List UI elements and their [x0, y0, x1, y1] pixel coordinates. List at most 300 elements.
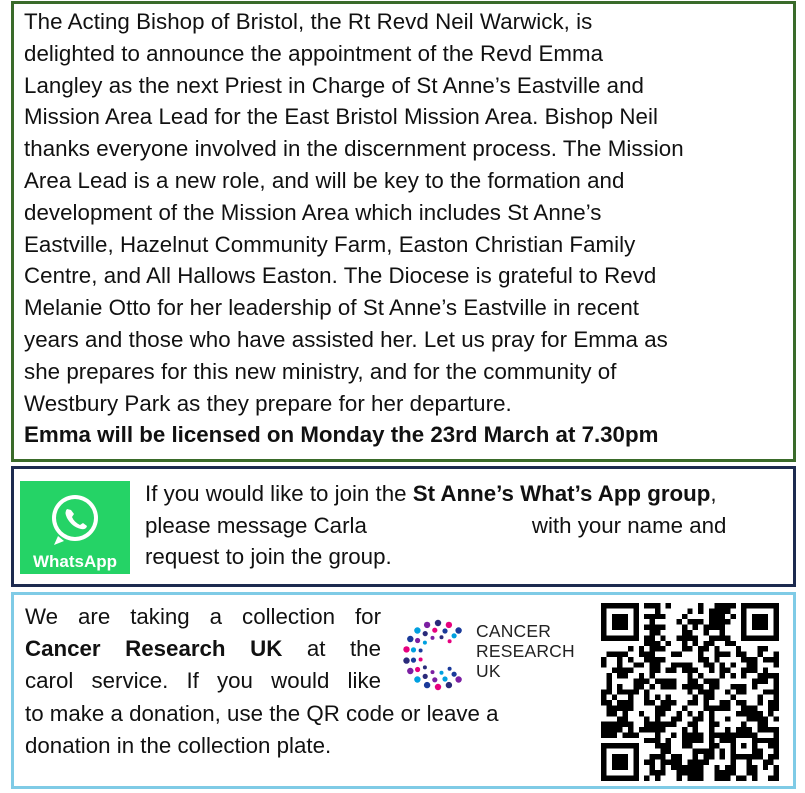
qr-module	[693, 695, 698, 700]
qr-module	[693, 684, 698, 689]
qr-module	[725, 689, 730, 694]
qr-module	[736, 711, 741, 716]
qr-module	[736, 700, 741, 705]
qr-module	[650, 727, 655, 732]
qr-module	[671, 652, 676, 657]
qr-module	[677, 776, 682, 781]
qr-module	[606, 732, 611, 737]
qr-module	[752, 684, 757, 689]
qr-module	[677, 635, 682, 640]
qr-module	[650, 641, 655, 646]
whatsapp-line-1-punct: ,	[710, 481, 717, 506]
qr-module	[633, 689, 638, 694]
qr-module	[752, 711, 757, 716]
announcement-text	[24, 6, 785, 419]
whatsapp-line-2b: with your name and	[531, 512, 727, 538]
qr-module	[660, 614, 665, 619]
qr-module	[774, 689, 779, 694]
qr-module	[660, 770, 665, 775]
logo-dot	[448, 639, 452, 643]
qr-module	[628, 689, 633, 694]
logo-dot	[440, 635, 444, 639]
qr-module	[687, 765, 692, 770]
logo-word-3: UK	[476, 661, 501, 681]
logo-dot	[455, 676, 461, 682]
qr-module	[623, 711, 628, 716]
qr-module	[666, 700, 671, 705]
qr-module	[763, 679, 768, 684]
qr-module	[628, 732, 633, 737]
qr-module	[660, 646, 665, 651]
qr-module	[757, 722, 762, 727]
collection-line-2-post: at the	[306, 636, 381, 662]
qr-module	[752, 668, 757, 673]
qr-module	[644, 625, 649, 630]
qr-module	[709, 754, 714, 759]
qr-module	[628, 668, 633, 673]
qr-module	[703, 679, 708, 684]
qr-module	[677, 765, 682, 770]
qr-module	[768, 759, 773, 764]
qr-module	[774, 770, 779, 775]
qr-module	[725, 716, 730, 721]
qr-module	[714, 776, 719, 781]
qr-module	[703, 700, 708, 705]
logo-dot	[452, 633, 457, 638]
qr-module	[677, 619, 682, 624]
qr-module	[650, 684, 655, 689]
qr-module	[644, 759, 649, 764]
announcement-line: development of the Mission Area which includes St Anne’s	[24, 199, 602, 225]
qr-module	[752, 662, 757, 667]
qr-module	[730, 759, 735, 764]
qr-module	[628, 700, 633, 705]
qr-module	[741, 652, 746, 657]
qr-module	[720, 630, 725, 635]
collection-box	[11, 592, 796, 789]
qr-module	[698, 776, 703, 781]
qr-module	[720, 732, 725, 737]
qr-module	[703, 625, 708, 630]
qr-module	[655, 743, 660, 748]
qr-module	[655, 722, 660, 727]
qr-module	[677, 652, 682, 657]
qr-module	[747, 765, 752, 770]
qr-module	[725, 700, 730, 705]
qr-module	[714, 743, 719, 748]
whatsapp-line-1	[145, 478, 795, 510]
qr-module	[774, 700, 779, 705]
qr-module	[709, 689, 714, 694]
qr-module	[687, 635, 692, 640]
qr-module	[763, 727, 768, 732]
qr-module	[677, 754, 682, 759]
qr-module	[628, 646, 633, 651]
qr-module	[698, 646, 703, 651]
qr-module	[709, 722, 714, 727]
qr-module	[666, 603, 671, 608]
qr-module	[693, 749, 698, 754]
qr-module	[623, 652, 628, 657]
qr-module	[655, 727, 660, 732]
qr-module	[730, 765, 735, 770]
qr-module	[677, 770, 682, 775]
qr-module	[666, 641, 671, 646]
qr-module	[693, 668, 698, 673]
qr-module	[687, 630, 692, 635]
qr-module	[730, 673, 735, 678]
qr-module	[612, 695, 617, 700]
collection-line-5: donation in the collection plate.	[25, 732, 332, 758]
qr-module	[650, 668, 655, 673]
qr-module	[741, 727, 746, 732]
announcement-line: Area Lead is a new role, and will be key to the formation and	[24, 167, 625, 193]
qr-module	[655, 695, 660, 700]
qr-module	[725, 770, 730, 775]
qr-module	[606, 722, 611, 727]
qr-module	[682, 625, 687, 630]
qr-module	[752, 614, 768, 630]
qr-module	[612, 705, 617, 710]
qr-module	[644, 657, 649, 662]
qr-module	[736, 727, 741, 732]
qr-module	[698, 732, 703, 737]
qr-module	[747, 759, 752, 764]
qr-module	[687, 684, 692, 689]
logo-dot	[431, 670, 435, 674]
qr-module	[725, 619, 730, 624]
whatsapp-logo-label: WhatsApp	[32, 552, 118, 571]
qr-module	[693, 679, 698, 684]
qr-module	[612, 652, 617, 657]
qr-module	[703, 749, 708, 754]
qr-module	[655, 641, 660, 646]
qr-module	[730, 603, 735, 608]
qr-module	[698, 759, 703, 764]
qr-module	[682, 684, 687, 689]
qr-module	[617, 705, 622, 710]
qr-module	[644, 635, 649, 640]
logo-dot	[431, 636, 435, 640]
qr-module	[623, 668, 628, 673]
qr-module	[606, 679, 611, 684]
qr-module	[720, 776, 725, 781]
qr-module	[644, 641, 649, 646]
qr-module	[655, 614, 660, 619]
qr-module	[720, 608, 725, 613]
qr-module	[709, 668, 714, 673]
logo-dot	[423, 641, 427, 645]
collection-line-2	[25, 633, 381, 665]
qr-module	[660, 759, 665, 764]
qr-module	[709, 716, 714, 721]
logo-dot	[423, 665, 427, 669]
qr-module	[714, 614, 719, 619]
qr-module	[612, 727, 617, 732]
qr-module	[650, 625, 655, 630]
qr-module	[703, 754, 708, 759]
qr-module	[720, 603, 725, 608]
qr-module	[774, 679, 779, 684]
qr-module	[763, 722, 768, 727]
qr-module	[720, 700, 725, 705]
qr-module	[693, 759, 698, 764]
qr-module	[709, 695, 714, 700]
qr-module	[730, 614, 735, 619]
qr-module	[720, 635, 725, 640]
qr-module	[747, 705, 752, 710]
logo-dot	[448, 667, 452, 671]
qr-module	[666, 743, 671, 748]
qr-module	[774, 765, 779, 770]
logo-dot	[424, 622, 430, 628]
qr-module	[671, 716, 676, 721]
qr-module	[682, 743, 687, 748]
qr-module	[660, 743, 665, 748]
qr-module	[655, 668, 660, 673]
qr-module	[655, 776, 660, 781]
qr-module	[682, 614, 687, 619]
qr-module	[768, 705, 773, 710]
qr-module	[650, 619, 655, 624]
qr-module	[682, 668, 687, 673]
qr-code-icon[interactable]	[599, 603, 781, 781]
qr-module	[757, 679, 762, 684]
qr-module	[730, 695, 735, 700]
qr-module	[714, 635, 719, 640]
announcement-line: The Acting Bishop of Bristol, the Rt Revd Neil Warwick, is	[24, 9, 593, 34]
qr-module	[682, 630, 687, 635]
qr-module	[617, 722, 622, 727]
whatsapp-box	[11, 466, 796, 587]
qr-module	[757, 749, 762, 754]
qr-module	[693, 727, 698, 732]
qr-module	[682, 732, 687, 737]
qr-module	[666, 679, 671, 684]
whatsapp-line-2	[145, 510, 795, 542]
qr-module	[752, 657, 757, 662]
logo-dot	[403, 657, 409, 663]
qr-module	[639, 673, 644, 678]
whatsapp-text	[145, 478, 795, 573]
qr-module	[693, 732, 698, 737]
cancer-research-wordmark	[476, 621, 575, 681]
qr-module	[703, 646, 708, 651]
qr-module	[774, 749, 779, 754]
qr-module	[725, 765, 730, 770]
logo-dot	[432, 628, 437, 633]
qr-module	[623, 689, 628, 694]
qr-module	[617, 673, 622, 678]
qr-module	[601, 722, 606, 727]
qr-module	[763, 668, 768, 673]
qr-module	[703, 641, 708, 646]
qr-module	[709, 738, 714, 743]
qr-module	[693, 619, 698, 624]
qr-module	[720, 754, 725, 759]
logo-dot	[419, 658, 423, 662]
qr-module	[757, 711, 762, 716]
qr-module	[650, 662, 655, 667]
qr-module	[671, 700, 676, 705]
qr-module	[666, 759, 671, 764]
qr-module	[757, 695, 762, 700]
qr-module	[725, 727, 730, 732]
qr-module	[698, 765, 703, 770]
qr-module	[768, 727, 773, 732]
qr-module	[763, 716, 768, 721]
qr-module	[660, 727, 665, 732]
logo-dot	[403, 646, 409, 652]
qr-module	[741, 668, 746, 673]
qr-module	[736, 689, 741, 694]
qr-module	[714, 646, 719, 651]
qr-module	[736, 646, 741, 651]
qr-module	[736, 684, 741, 689]
whatsapp-icon	[20, 481, 130, 574]
qr-module	[752, 776, 757, 781]
qr-module	[774, 652, 779, 657]
qr-module	[693, 641, 698, 646]
qr-module	[714, 619, 719, 624]
qr-module	[693, 722, 698, 727]
qr-module	[774, 743, 779, 748]
qr-module	[671, 722, 676, 727]
qr-module	[725, 732, 730, 737]
announcement-line: Centre, and All Hallows Easton. The Diocese is grateful to Revd	[24, 263, 657, 289]
qr-module	[655, 770, 660, 775]
qr-module	[650, 646, 655, 651]
qr-module	[720, 625, 725, 630]
qr-module	[720, 652, 725, 657]
qr-module	[768, 776, 773, 781]
qr-module	[730, 662, 735, 667]
qr-module	[644, 727, 649, 732]
whatsapp-line-3: request to join the group.	[145, 544, 392, 569]
qr-module	[730, 641, 735, 646]
qr-module	[660, 765, 665, 770]
qr-module	[650, 738, 655, 743]
qr-module	[650, 765, 655, 770]
qr-module	[612, 711, 617, 716]
qr-module	[650, 770, 655, 775]
qr-module	[650, 722, 655, 727]
qr-module	[655, 646, 660, 651]
qr-module	[617, 652, 622, 657]
qr-module	[682, 765, 687, 770]
qr-module	[633, 679, 638, 684]
qr-module	[660, 684, 665, 689]
qr-module	[698, 673, 703, 678]
qr-module	[703, 705, 708, 710]
qr-module	[768, 754, 773, 759]
logo-dot	[423, 631, 428, 636]
qr-module	[687, 711, 692, 716]
qr-module	[693, 700, 698, 705]
qr-module	[720, 619, 725, 624]
qr-module	[655, 711, 660, 716]
qr-module	[757, 738, 762, 743]
qr-module	[747, 662, 752, 667]
qr-module	[698, 770, 703, 775]
qr-module	[666, 749, 671, 754]
qr-module	[757, 700, 762, 705]
qr-module	[774, 727, 779, 732]
qr-module	[693, 738, 698, 743]
qr-module	[741, 722, 746, 727]
qr-module	[720, 738, 725, 743]
logo-dot	[446, 622, 452, 628]
qr-module	[650, 603, 655, 608]
qr-module	[752, 765, 757, 770]
whatsapp-logo	[20, 481, 130, 574]
qr-module	[698, 749, 703, 754]
logo-dot	[435, 620, 441, 626]
qr-module	[741, 705, 746, 710]
qr-module	[763, 673, 768, 678]
qr-module	[601, 695, 606, 700]
logo-dot	[455, 627, 461, 633]
qr-module	[671, 754, 676, 759]
qr-module	[709, 635, 714, 640]
qr-module	[666, 684, 671, 689]
qr-module	[703, 662, 708, 667]
qr-module	[655, 705, 660, 710]
qr-module	[655, 679, 660, 684]
qr-module	[677, 716, 682, 721]
qr-module	[768, 700, 773, 705]
qr-module	[623, 700, 628, 705]
qr-module	[774, 754, 779, 759]
qr-module	[698, 689, 703, 694]
qr-module	[757, 646, 762, 651]
qr-module	[650, 635, 655, 640]
qr-module	[763, 657, 768, 662]
qr-module	[693, 635, 698, 640]
announcement-line: Melanie Otto for her leadership of St Anne’s Eastville in recent	[24, 295, 640, 321]
qr-module	[693, 765, 698, 770]
qr-module	[655, 608, 660, 613]
qr-module	[677, 759, 682, 764]
logo-dot	[407, 668, 413, 674]
logo-dot	[411, 658, 416, 663]
qr-module	[671, 679, 676, 684]
logo-dot	[419, 649, 423, 653]
qr-module	[747, 770, 752, 775]
qr-module	[612, 668, 617, 673]
qr-module	[714, 722, 719, 727]
qr-module	[768, 689, 773, 694]
qr-module	[747, 711, 752, 716]
qr-module	[725, 776, 730, 781]
qr-module	[752, 770, 757, 775]
collection-line-1: We are taking a collection for	[25, 604, 381, 629]
qr-module	[703, 630, 708, 635]
qr-module	[763, 689, 768, 694]
qr-module	[671, 759, 676, 764]
qr-module	[730, 770, 735, 775]
qr-module	[628, 727, 633, 732]
qr-module	[730, 684, 735, 689]
qr-module	[660, 754, 665, 759]
qr-module	[617, 716, 622, 721]
qr-module	[687, 770, 692, 775]
qr-module	[628, 657, 633, 662]
qr-module	[671, 662, 676, 667]
qr-module	[741, 657, 746, 662]
qr-module	[687, 619, 692, 624]
qr-module	[606, 689, 611, 694]
